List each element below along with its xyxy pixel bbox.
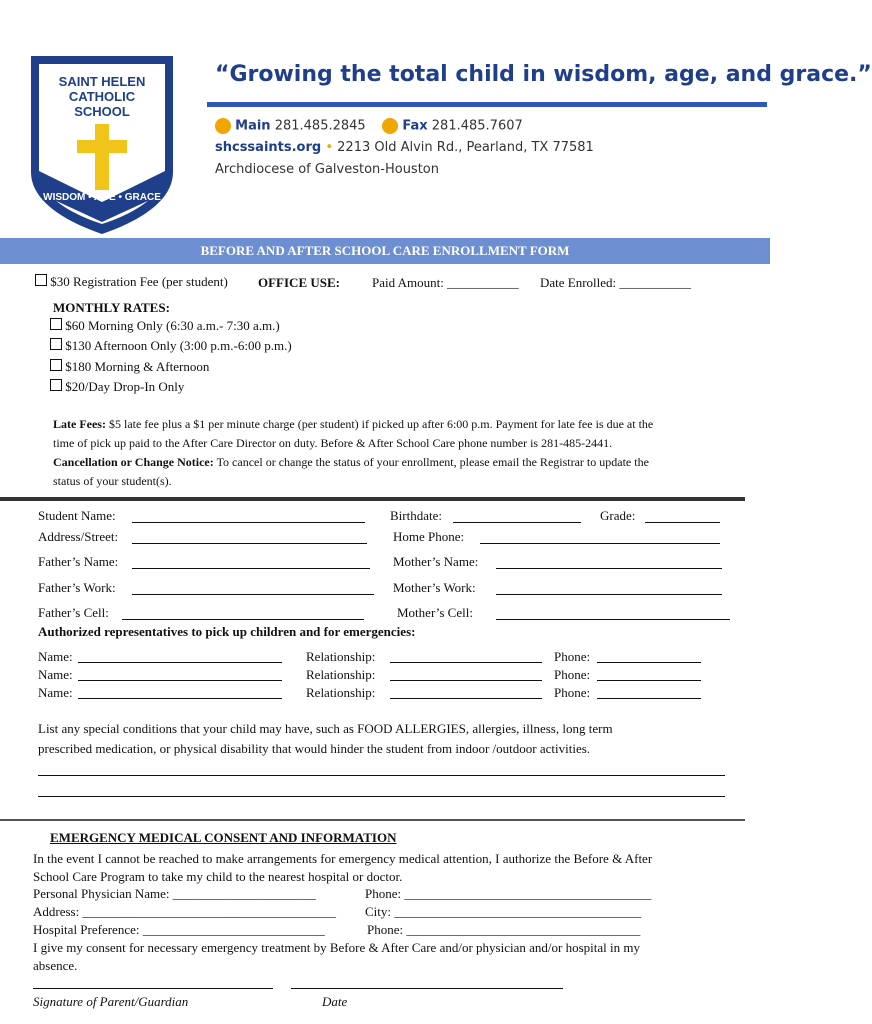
rep-name-field[interactable] [78,662,282,663]
emergency-text-line1: In the event I cannot be reached to make arrangements for emergency medical attention, I authorize the Before & After [33,851,653,866]
school-motto: “Growing the total child in wisdom, age, and grace.” [215,62,872,87]
crest-name-line2: CATHOLIC [68,89,136,104]
rate-label: $20/Day Drop-In Only [65,379,185,394]
mother-name-field[interactable] [496,568,722,569]
school-crest-logo [27,52,177,237]
rep-name-field[interactable] [78,680,282,681]
main-label: Main [235,118,271,134]
city-field[interactable]: City: ______________________________________ [365,904,642,919]
section-divider [0,819,745,821]
rep-phone-label: Phone: [554,649,591,664]
phone-line [215,118,523,134]
crest-motto: WISDOM • AGE • GRACE [43,192,161,203]
fax-label: Fax [402,118,428,134]
date-field[interactable] [291,988,563,989]
cancellation-label: Cancellation or Change Notice: [53,455,214,469]
fax-icon [382,118,398,134]
monthly-rates-heading: MONTHLY RATES: [53,300,170,315]
rep-relationship-field[interactable] [390,698,542,699]
web-address-line [215,140,594,155]
late-fees-text: $5 late fee plus a $1 per minute charge (per student) if picked up after 6:00 p.m. Payment for late fee is due at the [108,417,654,431]
registration-fee-row [35,274,228,290]
father-name-field[interactable] [132,568,370,569]
late-fees-label: Late Fees: [53,417,106,431]
conditions-text-line1: List any special conditions that your child may have, such as FOOD ALLERGIES, allergies, illness, long term [38,721,613,736]
father-cell-label: Father’s Cell: [38,605,109,620]
date-label: Date [322,994,348,1009]
address-field-2[interactable]: Address: _______________________________________ [33,904,336,919]
mother-cell-label: Mother’s Cell: [397,605,473,620]
rep-name-field[interactable] [78,698,282,699]
phone-icon [215,118,231,134]
cancellation-text-line2: status of your student(s). [53,474,172,488]
rep-name-label: Name: [38,667,73,682]
rep-relationship-field[interactable] [390,680,542,681]
office-use-label: OFFICE USE: [258,275,340,290]
father-cell-field[interactable] [122,619,364,620]
birthdate-field[interactable] [453,522,581,523]
hospital-phone-field[interactable]: Phone: ____________________________________ [367,922,641,937]
registration-fee-checkbox[interactable] [35,274,47,286]
rate-checkbox[interactable] [50,359,62,371]
paid-amount-field[interactable]: Paid Amount: ___________ [372,275,519,290]
father-name-label: Father’s Name: [38,554,119,569]
conditions-text-line2: prescribed medication, or physical disability that would hinder the student from indoor /outdoor activities. [38,741,591,756]
physician-field[interactable]: Personal Physician Name: ______________________ [33,886,316,901]
rate-checkbox[interactable] [50,318,62,330]
rep-name-label: Name: [38,685,73,700]
rep-relationship-label: Relationship: [306,649,376,664]
father-work-field[interactable] [132,594,374,595]
signature-field[interactable] [33,988,273,989]
rep-phone-label: Phone: [554,685,591,700]
motto-underline [207,102,767,107]
fax-phone: 281.485.7607 [431,118,523,134]
mother-work-field[interactable] [496,594,722,595]
rate-checkbox[interactable] [50,338,62,350]
conditions-field[interactable] [38,775,725,776]
website-link[interactable]: shcssaints.org [215,140,322,155]
consent-text-line2: absence. [33,958,78,973]
form-title: BEFORE AND AFTER SCHOOL CARE ENROLLMENT FORM [200,243,570,258]
address-label: Address/Street: [38,529,119,544]
hospital-field[interactable]: Hospital Preference: ____________________________ [33,922,325,937]
rate-label: $130 Afternoon Only (3:00 p.m.-6:00 p.m.) [65,338,292,353]
rate-label: $60 Morning Only (6:30 a.m.- 7:30 a.m.) [65,318,280,333]
rep-name-label: Name: [38,649,73,664]
physician-phone-field[interactable]: Phone: ______________________________________ [365,886,652,901]
crest-name-line1: SAINT HELEN [58,74,146,89]
emergency-text-line2: School Care Program to take my child to the nearest hospital or doctor. [33,869,403,884]
cancellation-line1 [53,455,649,470]
late-fees-text-line2: time of pick up paid to the After Care Director on duty. Before & After School Care phone number is 281-485-2441. [53,436,613,450]
home-phone-field[interactable] [480,543,720,544]
main-phone: 281.485.2845 [274,118,366,134]
registration-fee-label: $30 Registration Fee (per student) [50,274,228,289]
cancellation-text: To cancel or change the status of your enrollment, please email the Registrar to update the [216,455,649,469]
rep-phone-field[interactable] [597,698,701,699]
rate-option [50,359,209,375]
rep-phone-field[interactable] [597,680,701,681]
date-enrolled-field[interactable]: Date Enrolled: ___________ [540,275,691,290]
rate-checkbox[interactable] [50,379,62,391]
rep-phone-label: Phone: [554,667,591,682]
rep-relationship-label: Relationship: [306,667,376,682]
mother-name-label: Mother’s Name: [393,554,479,569]
rate-option [50,318,280,334]
father-work-label: Father’s Work: [38,580,116,595]
signature-label: Signature of Parent/Guardian [33,994,189,1009]
grade-field[interactable] [645,522,720,523]
section-divider [0,497,745,501]
mother-cell-field[interactable] [496,619,730,620]
rate-label: $180 Morning & Afternoon [65,359,210,374]
birthdate-label: Birthdate: [390,508,442,523]
student-name-field[interactable] [132,522,365,523]
authorized-heading: Authorized representatives to pick up children and for emergencies: [38,624,416,639]
student-name-label: Student Name: [38,508,116,523]
rate-option [50,338,292,354]
mother-work-label: Mother’s Work: [393,580,476,595]
rep-relationship-field[interactable] [390,662,542,663]
rep-relationship-label: Relationship: [306,685,376,700]
school-address: 2213 Old Alvin Rd., Pearland, TX 77581 [337,140,594,155]
grade-label: Grade: [600,508,636,523]
rate-option [50,379,184,395]
crest-name-line3: SCHOOL [74,104,130,119]
late-fees-paragraph-line1 [53,417,653,432]
home-phone-label: Home Phone: [393,529,465,544]
address-field[interactable] [132,543,367,544]
consent-text-line1: I give my consent for necessary emergency treatment by Before & After Care and/or physician and/or hospital in my [33,940,640,955]
conditions-field[interactable] [38,796,725,797]
emergency-heading: EMERGENCY MEDICAL CONSENT AND INFORMATION [50,830,397,845]
rep-phone-field[interactable] [597,662,701,663]
diocese: Archdiocese of Galveston-Houston [215,162,439,177]
bullet-icon: • [325,140,334,155]
